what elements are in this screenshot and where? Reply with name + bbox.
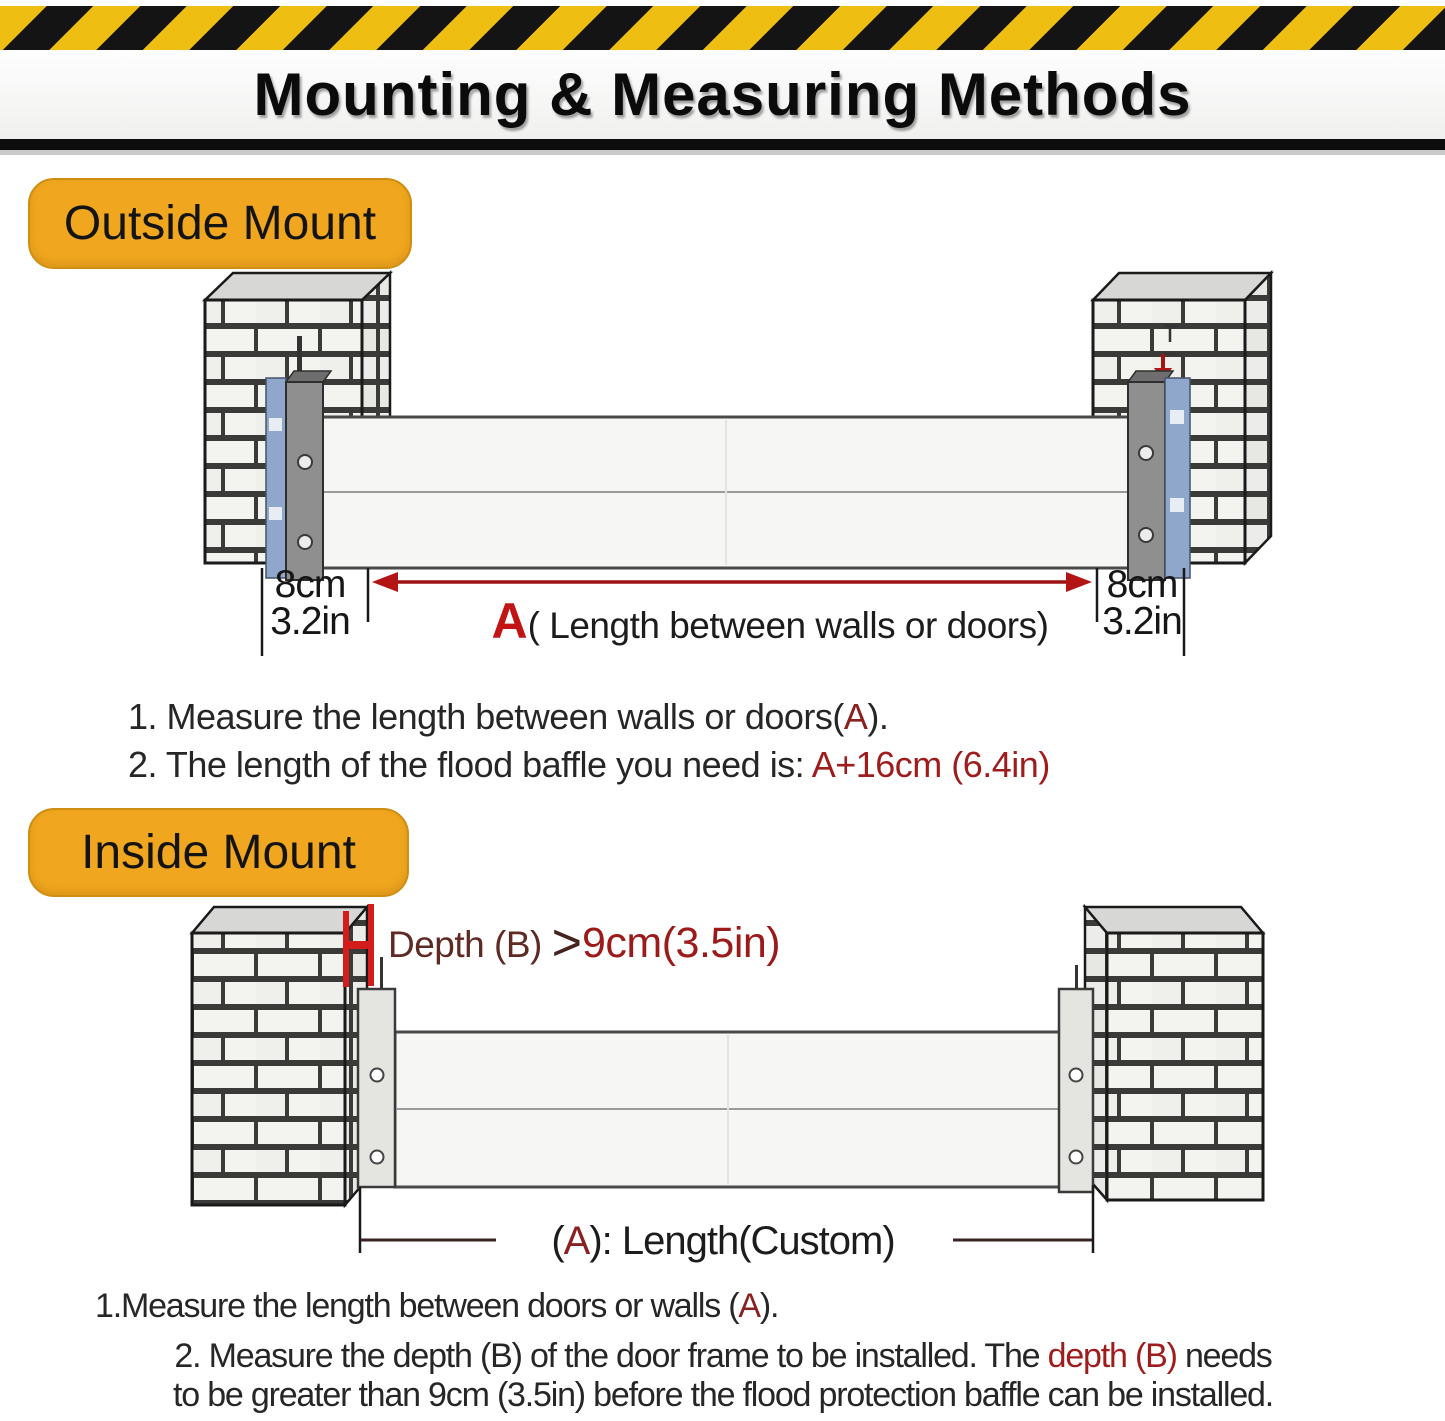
depth-label <box>388 913 780 973</box>
outside-step-1 <box>128 696 888 738</box>
header-divider-bar <box>0 139 1445 150</box>
step-formula: A+16cm (6.4in) <box>811 744 1050 785</box>
outside-span-label <box>380 592 1160 650</box>
flood-panel <box>321 417 1132 568</box>
inside-span-label <box>402 1219 1044 1264</box>
greater-than-sign: > <box>551 914 582 972</box>
gap-cm: 8cm <box>1106 563 1178 606</box>
header-divider-shadow <box>0 150 1445 155</box>
inside-mount-badge: Inside Mount <box>28 808 409 897</box>
inside-step-2-line-1 <box>33 1337 1413 1376</box>
inside-right-wall <box>1085 907 1263 1200</box>
gap-in: 3.2in <box>270 600 350 643</box>
hazard-stripe-banner <box>0 6 1445 50</box>
inside-left-plate <box>358 957 395 1187</box>
inside-flood-panel <box>395 1032 1061 1187</box>
inside-step-2-line-2: to be greater than 9cm (3.5in) before the flood protection baffle can be installed. <box>173 1376 1273 1414</box>
step-text: ). <box>867 696 889 737</box>
gap-cm: 8cm <box>274 563 346 606</box>
step-text: ). <box>759 1287 779 1325</box>
length-caption: ( Length between walls or doors) <box>527 605 1049 646</box>
depth-caption: Depth (B) <box>388 924 552 965</box>
inside-step-2 <box>33 1337 1413 1415</box>
depth-value: 9cm(3.5in) <box>582 919 781 967</box>
inside-step-1 <box>95 1287 778 1326</box>
step-text: 1.Measure the length between doors or walls ( <box>95 1287 739 1325</box>
step-text: 2. The length of the flood baffle you need is: <box>128 744 812 785</box>
step-letter: A <box>843 696 868 737</box>
outside-left-gap-label <box>254 563 366 643</box>
step-text: 2. Measure the depth (B) of the door frame to be installed. The <box>174 1337 1048 1375</box>
step-highlight: depth (B) <box>1047 1337 1177 1375</box>
outside-step-2 <box>128 744 1050 786</box>
length-letter: A <box>563 1219 590 1263</box>
gap-in: 3.2in <box>1102 600 1182 643</box>
paren: ( <box>551 1219 564 1263</box>
step-letter: A <box>738 1287 760 1325</box>
step-text: needs <box>1176 1337 1272 1375</box>
length-caption: ): Length(Custom) <box>589 1219 895 1263</box>
page-title: Mounting & Measuring Methods <box>253 61 1192 128</box>
inside-right-plate <box>1059 965 1093 1192</box>
length-dimension-arrow-icon <box>372 572 1092 592</box>
inside-left-wall <box>192 907 367 1205</box>
outside-right-bracket <box>1128 354 1190 580</box>
outside-mount-badge: Outside Mount <box>28 178 412 269</box>
length-letter: A <box>491 593 528 649</box>
step-text: 1. Measure the length between walls or doors( <box>128 696 844 737</box>
